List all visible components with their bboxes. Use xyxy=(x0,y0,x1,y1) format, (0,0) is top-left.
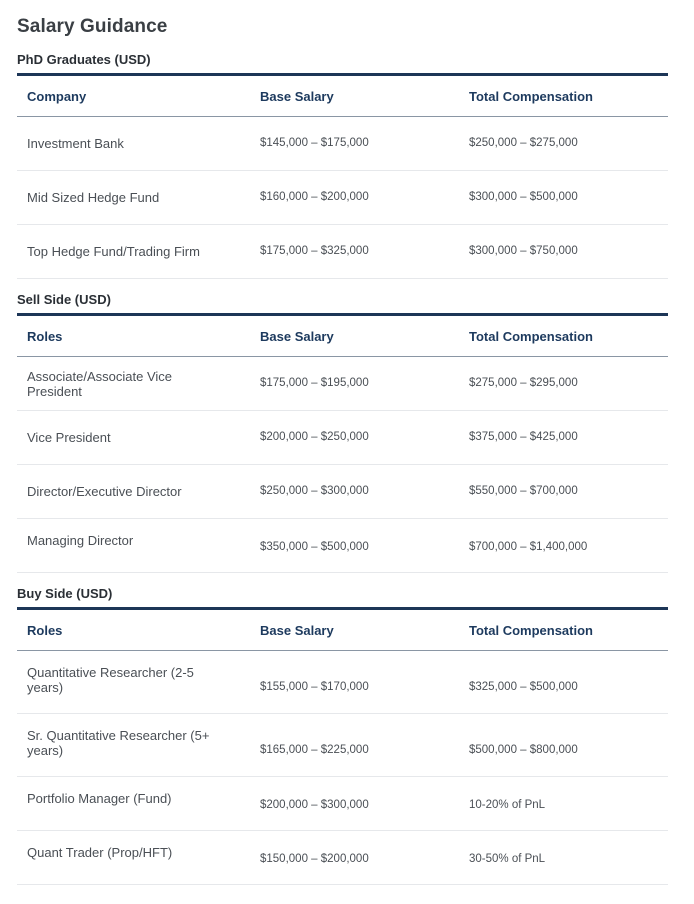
total-compensation-cell: $325,000 – $500,000 xyxy=(469,681,578,693)
table-row xyxy=(17,225,668,279)
base-salary-cell: $350,000 – $500,000 xyxy=(260,541,369,553)
column-header-base-salary: Base Salary xyxy=(260,88,334,104)
base-salary-cell: $160,000 – $200,000 xyxy=(260,191,369,203)
column-header-roles: Roles xyxy=(27,328,63,344)
page-title: Salary Guidance xyxy=(17,16,168,37)
base-salary-cell: $165,000 – $225,000 xyxy=(260,744,369,756)
table-row xyxy=(17,519,668,573)
table-row xyxy=(17,411,668,465)
company-cell: Investment Bank xyxy=(27,136,124,151)
total-compensation-cell: 10-20% of PnL xyxy=(469,799,546,811)
column-header-base-salary: Base Salary xyxy=(260,622,334,638)
role-cell: Sr. Quantitative Researcher (5+ years) xyxy=(27,728,210,758)
column-header-total-compensation: Total Compensation xyxy=(469,88,593,104)
table-buy-side xyxy=(17,607,668,885)
table-row xyxy=(17,831,668,885)
total-compensation-header: Total Compensation xyxy=(469,622,593,638)
table-phd-graduates xyxy=(17,73,668,279)
table-sell-side xyxy=(17,313,668,573)
total-compensation-cell: $300,000 – $750,000 xyxy=(469,245,578,257)
total-compensation-cell: $375,000 – $425,000 xyxy=(469,431,578,443)
role-cell: Quant Trader (Prop/HFT) xyxy=(27,845,173,860)
role-cell: Managing Director xyxy=(27,533,134,548)
table-row xyxy=(17,714,668,777)
base-salary-cell: $150,000 – $200,000 xyxy=(260,853,369,865)
total-compensation-cell: 30-50% of PnL xyxy=(469,853,546,865)
base-salary-cell: $175,000 – $325,000 xyxy=(260,245,369,257)
role-cell: Director/Executive Director xyxy=(27,484,182,499)
table-row xyxy=(17,171,668,225)
salary-guidance-page xyxy=(17,14,668,885)
table-row xyxy=(17,357,668,411)
table-header-row xyxy=(17,610,668,651)
company-cell: Top Hedge Fund/Trading Firm xyxy=(27,244,200,259)
base-salary-cell: $175,000 – $195,000 xyxy=(260,377,369,389)
column-header-roles: Roles xyxy=(27,622,63,638)
column-header-total-compensation: Total Compensation xyxy=(469,328,593,344)
total-compensation-cell: $700,000 – $1,400,000 xyxy=(469,541,588,553)
base-salary-cell: $200,000 – $250,000 xyxy=(260,431,369,443)
table-row xyxy=(17,465,668,519)
column-header-base-salary: Base Salary xyxy=(260,328,334,344)
role-cell: Portfolio Manager (Fund) xyxy=(27,791,172,806)
base-salary-cell: $145,000 – $175,000 xyxy=(260,137,369,149)
company-cell: Mid Sized Hedge Fund xyxy=(27,190,160,205)
column-header-company: Company xyxy=(27,88,87,104)
total-compensation-cell: $550,000 – $700,000 xyxy=(469,485,578,497)
total-compensation-cell: $300,000 – $500,000 xyxy=(469,191,578,203)
base-salary-cell: $200,000 – $300,000 xyxy=(260,799,369,811)
table-row xyxy=(17,777,668,831)
total-compensation-cell: $275,000 – $295,000 xyxy=(469,377,578,389)
role-cell: Quantitative Researcher (2-5 years) xyxy=(27,665,194,695)
total-compensation-cell: $250,000 – $275,000 xyxy=(469,137,578,149)
base-salary-cell: $155,000 – $170,000 xyxy=(260,681,369,693)
role-cell: Associate/Associate Vice President xyxy=(27,368,172,399)
table-header-row xyxy=(17,316,668,357)
table-row xyxy=(17,651,668,714)
section-title-buy-side: Buy Side (USD) xyxy=(17,586,113,601)
total-compensation-cell: $500,000 – $800,000 xyxy=(469,744,578,756)
section-title-phd-graduates: PhD Graduates (USD) xyxy=(17,52,151,67)
section-title-sell-side: Sell Side (USD) xyxy=(17,292,111,307)
role-cell: Vice President xyxy=(27,430,111,445)
table-row xyxy=(17,117,668,171)
table-header-row xyxy=(17,76,668,117)
base-salary-cell: $250,000 – $300,000 xyxy=(260,485,369,497)
